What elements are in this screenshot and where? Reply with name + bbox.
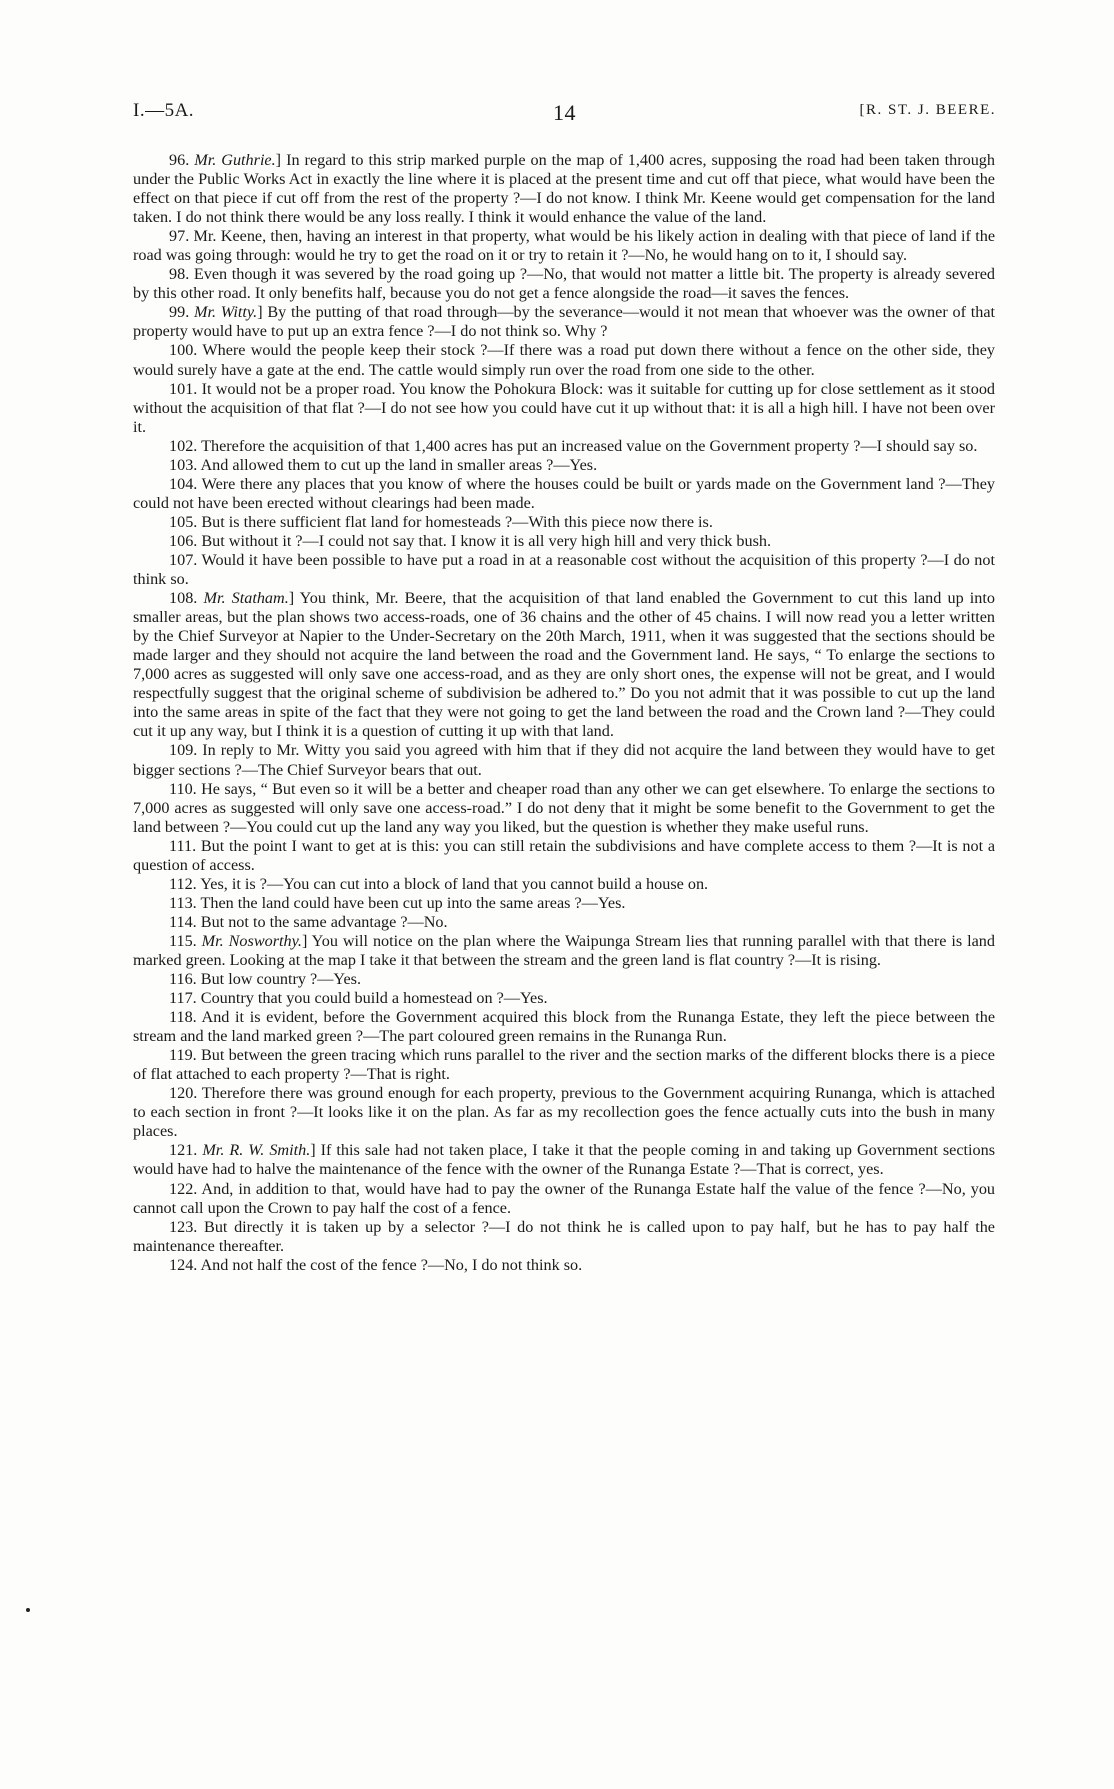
question-text: If this sale had not taken place, I take it that the people coming in and taking up Government sections would have had to halve the maintenance of the fence with the owner of the Runanga Estate ?—That is correct, yes.: [133, 1141, 996, 1179]
question-number: 105.: [169, 512, 198, 531]
question-text: It would not be a proper road. You know the Pohokura Block: was it suitable for cutting up for close settlement as it stood without the acquisition of that flat ?—I do not see how you could have cut it up without that: it is all a high hill. I have not been over it.: [133, 379, 996, 436]
question-text: Therefore the acquisition of that 1,400 acres has put an increased value on the Government property ?—I should say so.: [201, 436, 978, 455]
question-text: Even though it was severed by the road going up ?—No, that would not matter a little bit. The property is already severed by this other road. It only benefits half, because you do not get a fence alongside the road—it saves the fences.: [133, 265, 996, 303]
question-text: But without it ?—I could not say that. I know it is all very high hill and very thick bush.: [201, 531, 772, 550]
transcript-body: [133, 151, 995, 1275]
question-text: You will notice on the plan where the Waipunga Stream lies that running parallel with that there is land marked green. Looking at the map I take it that between the stream and the green land is flat country ?—It is rising.: [133, 931, 995, 969]
question-number: 104.: [169, 474, 198, 493]
question-text: Yes, it is ?—You can cut into a block of land that you cannot build a house on.: [200, 874, 709, 893]
question-number: 117.: [169, 989, 197, 1008]
question-number: 109.: [169, 741, 198, 760]
question-text: By the putting of that road through—by the severance—would it not mean that whoever was the owner of that property would have to put up an extra fence ?—I do not think so. Why ?: [133, 303, 995, 341]
question-number: 101.: [169, 379, 198, 398]
question-text: But directly it is taken up by a selector ?—I do not think he is called upon to pay half, but he has to pay half the maintenance thereafter.: [133, 1217, 995, 1255]
speaker-name: Mr. R. W. Smith.: [202, 1141, 311, 1160]
question-text: Would it have been possible to have put a road in at a reasonable cost without the acquisition of this property ?—I do not think so.: [133, 550, 995, 589]
question-number: 114.: [169, 912, 197, 931]
question-paragraph: [133, 1218, 995, 1256]
speaker-name: Mr. Nosworthy.: [201, 931, 302, 950]
question-paragraph: [133, 913, 995, 932]
question-number: 110.: [169, 779, 197, 798]
question-paragraph: 115. Mr. Nosworthy.] You will notice on the plan where the Waipunga Stream lies that running parallel with that there is land marked green. Looking at the map I take it that between the stream and the green land is flat country ?—It is rising.: [133, 931, 995, 969]
question-paragraph: [133, 875, 995, 894]
question-number: 122.: [169, 1179, 198, 1198]
question-number: 113.: [169, 893, 197, 912]
question-text: In reply to Mr. Witty you said you agreed with him that if they did not acquire the land between they would have to get bigger sections ?—The Chief Surveyor bears that out.: [133, 741, 996, 779]
question-paragraph: [133, 475, 995, 513]
question-paragraph: [133, 551, 995, 589]
question-number: 99.: [169, 303, 190, 322]
question-number: 119.: [169, 1046, 197, 1065]
page-header: [133, 100, 996, 130]
question-number: 121.: [169, 1141, 198, 1160]
page-number: 14: [553, 100, 576, 125]
question-text: But is there sufficient flat land for homesteads ?—With this piece now there is.: [201, 512, 713, 531]
question-text: And not half the cost of the fence ?—No, I do not think so.: [200, 1255, 583, 1274]
question-number: 102.: [169, 436, 198, 455]
witness-name: [R. ST. J. BEERE.: [859, 102, 996, 118]
document-reference: I.—5A.: [133, 100, 195, 121]
question-paragraph: [133, 837, 995, 875]
question-text: He says, “ But even so it will be a better and cheaper road than any other we can get elsewhere. To enlarge the sections to 7,000 acres as suggested will only save one access-road.” I do not deny that it might be some benefit to the Government to get the land between ?—You could cut up the land any way you liked, but the question is whether they make useful runs.: [133, 779, 995, 836]
question-text: Then the land could have been cut up into the same areas ?—Yes.: [200, 893, 626, 912]
question-paragraph: 121. Mr. R. W. Smith.] If this sale had not taken place, I take it that the people coming in and taking up Government sections would have had to halve the maintenance of the fence with the owner of the Runanga Estate ?—That is correct, yes.: [133, 1141, 996, 1179]
question-text: But not to the same advantage ?—No.: [200, 912, 448, 931]
question-number: 124.: [169, 1255, 198, 1274]
question-paragraph: [133, 532, 995, 551]
speaker-name: Mr. Guthrie.: [194, 151, 276, 169]
question-number: 120.: [169, 1084, 198, 1103]
question-paragraph: 99. Mr. Witty.] By the putting of that road through—by the severance—would it not mean that whoever was the owner of that property would have to put up an extra fence ?—I do not think so. Why ?: [133, 303, 995, 341]
question-number: 97.: [169, 227, 190, 246]
question-paragraph: [133, 970, 995, 989]
question-text: In regard to this strip marked purple on the map of 1,400 acres, supposing the road had been taken through under the Public Works Act in exactly the line where it is placed at the present time and cut off that piece, what would have been the effect on that piece if cut off from the rest of the property ?—I do not know. I think Mr. Keene would get compensation for the land taken. I do not think there would be any loss really. I think it would enhance the value of the land.: [133, 151, 995, 227]
question-number: 106.: [169, 531, 198, 550]
ink-speck: [26, 1608, 30, 1612]
question-paragraph: [133, 989, 995, 1008]
question-number: 98.: [169, 265, 190, 284]
question-text: But between the green tracing which runs parallel to the river and the section marks of the different blocks there is a piece of flat attached to each property ?—That is right.: [133, 1046, 995, 1084]
question-paragraph: [133, 1180, 995, 1218]
question-text: And it is evident, before the Government acquired this block from the Runanga Estate, they left the piece between the stream and the land marked green ?—The part coloured green remains in the Runanga Run.: [133, 1008, 996, 1046]
question-paragraph: [133, 227, 995, 265]
question-number: 123.: [169, 1217, 198, 1236]
question-paragraph: [133, 1256, 995, 1275]
question-paragraph: 108. Mr. Statham.] You think, Mr. Beere, that the acquisition of that land enabled the Government to cut this land up into smaller areas, but the plan shows two access-roads, one of 36 chains and the other of 45 chains. I will now read you a letter written by the Chief Surveyor at Napier to the Under-Secretary on the 20th March, 1911, when it was suggested that the sections should be made larger and they should not acquire the land between the road and the Government land. He says, “ To enlarge the sections to 7,000 acres as suggested will only save one access-road, and as they are only short ones, the expense will not be great, and I would respectfully suggest that the original scheme of subdivision be adhered to.” Do you not admit that it was possible to cut up the land into the same areas in spite of the fact that they were not going to get the land between the road and the Crown land ?—They could cut it up any way, but I think it is a question of cutting it up with that land.: [133, 589, 995, 741]
question-text: Country that you could build a homestead on ?—Yes.: [200, 989, 548, 1008]
question-number: 96.: [169, 151, 190, 169]
question-text: And, in addition to that, would have had to pay the owner of the Runanga Estate half the value of the fence ?—No, you cannot call upon the Crown to pay half the cost of a fence.: [133, 1179, 996, 1217]
question-number: 116.: [169, 970, 197, 989]
speaker-name: Mr. Witty.: [194, 303, 258, 322]
question-paragraph: [133, 1084, 995, 1141]
question-paragraph: [133, 341, 995, 379]
question-text: Mr. Keene, then, having an interest in that property, what would be his likely action in dealing with that piece of land if the road was going through: would he try to get the road on it or try to retain it ?—No, he would hang on to it, I should say.: [133, 227, 996, 265]
question-number: 112.: [169, 874, 197, 893]
question-paragraph: [133, 1008, 995, 1046]
question-paragraph: [133, 894, 995, 913]
question-text: And allowed them to cut up the land in smaller areas ?—Yes.: [200, 455, 598, 474]
question-text: But the point I want to get at is this: you can still retain the subdivisions and have complete access to them ?—It is not a question of access.: [133, 836, 996, 874]
question-text: But low country ?—Yes.: [200, 970, 362, 989]
question-paragraph: [133, 265, 995, 303]
question-paragraph: 96. Mr. Guthrie.] In regard to this strip marked purple on the map of 1,400 acres, supposing the road had been taken through under the Public Works Act in exactly the line where it is placed at the present time and cut off that piece, what would have been the effect on that piece if cut off from the rest of the property ?—I do not know. I think Mr. Keene would get compensation for the land taken. I do not think there would be any loss really. I think it would enhance the value of the land.: [133, 151, 995, 227]
question-text: Where would the people keep their stock ?—If there was a road put down there without a fence on the other side, they would surely have a gate at the end. The cattle would simply run over the road from one side to the other.: [133, 341, 995, 379]
question-number: 115.: [169, 931, 197, 950]
question-text: You think, Mr. Beere, that the acquisition of that land enabled the Government to cut this land up into smaller areas, but the plan shows two access-roads, one of 36 chains and the other of 45 chains. I will now read you a letter written by the Chief Surveyor at Napier to the Under-Secretary on the 20th March, 1911, when it was suggested that the sections should be made larger and they should not acquire the land between the road and the Government land. He says, “ To enlarge the sections to 7,000 acres as suggested will only save one access-road, and as they are only short ones, the expense will not be great, and I would respectfully suggest that the original scheme of subdivision be adhered to.” Do you not admit that it was possible to cut up the land into the same areas in spite of the fact that they were not going to get the land between the road and the Crown land ?—They could cut it up any way, but I think it is a question of cutting it up with that land.: [133, 589, 995, 741]
question-paragraph: [133, 437, 995, 456]
question-paragraph: [133, 456, 995, 475]
question-paragraph: [133, 1046, 995, 1084]
question-paragraph: [133, 780, 995, 837]
question-number: 118.: [169, 1008, 197, 1027]
question-paragraph: [133, 741, 995, 779]
question-text: Therefore there was ground enough for each property, previous to the Government acquiring Runanga, which is attached to each section in front ?—It looks like it on the plan. As far as my recollection goes the fence actually cuts into the bush in many places.: [133, 1084, 995, 1141]
question-number: 107.: [169, 550, 198, 569]
question-number: 108.: [169, 589, 198, 608]
speaker-name: Mr. Statham.: [203, 589, 289, 608]
question-paragraph: [133, 380, 995, 437]
question-number: 111.: [169, 836, 197, 855]
question-number: 100.: [169, 341, 198, 360]
question-paragraph: [133, 513, 995, 532]
question-text: Were there any places that you know of where the houses could be built or yards made on the Government land ?—They could not have been erected without clearings had been made.: [133, 474, 995, 512]
question-number: 103.: [169, 455, 198, 474]
